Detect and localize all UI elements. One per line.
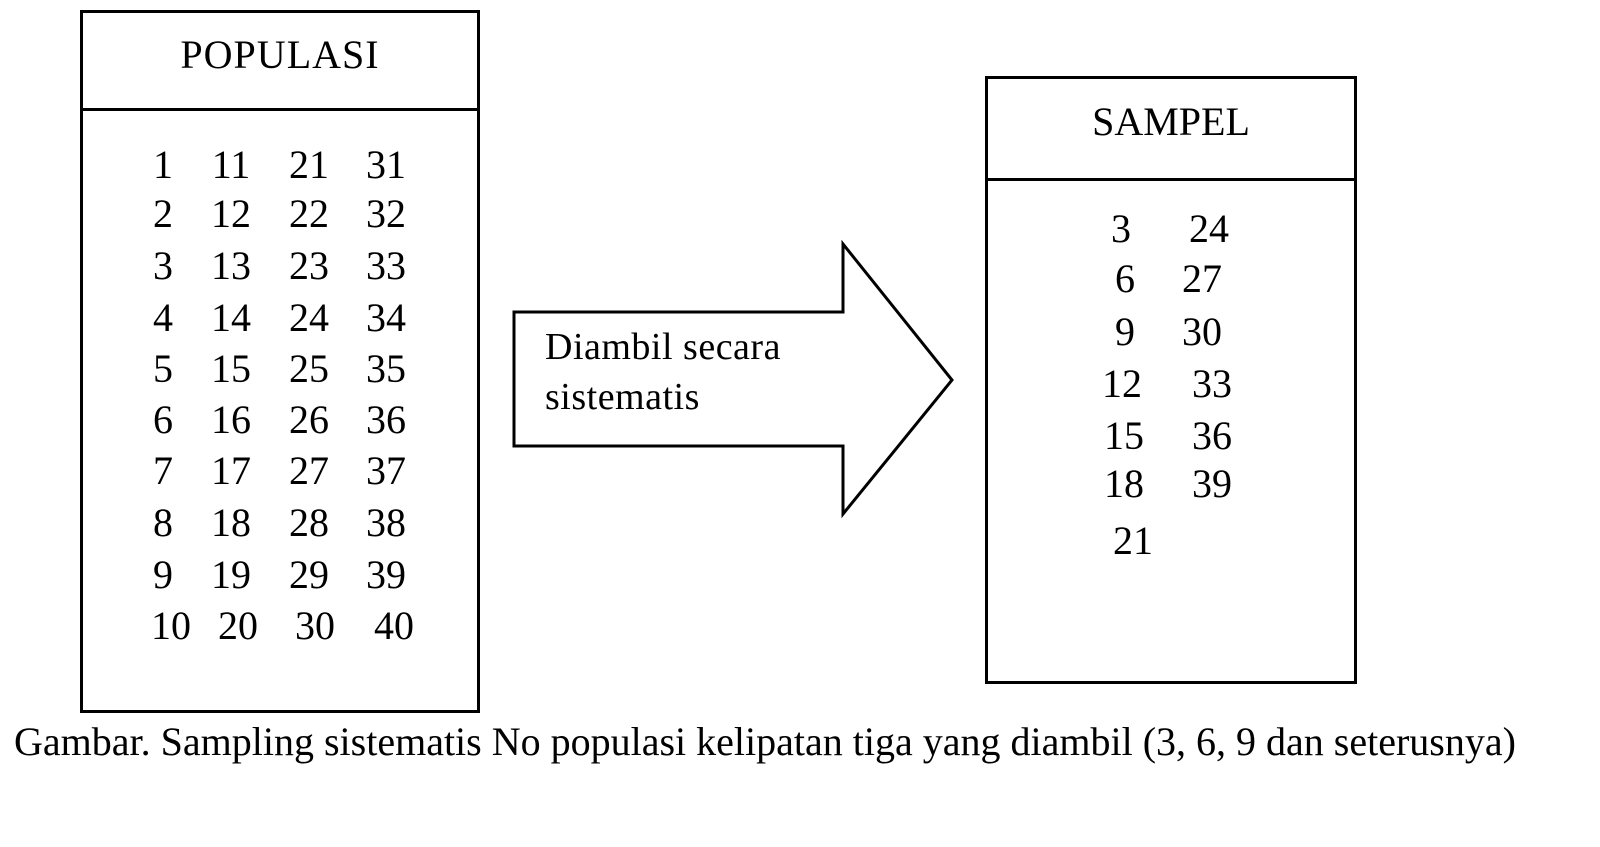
population-row xyxy=(83,396,477,444)
sample-number: 39 xyxy=(1192,461,1232,506)
population-number: 13 xyxy=(211,243,251,288)
population-number: 22 xyxy=(289,191,329,236)
population-number: 32 xyxy=(366,191,406,236)
population-row xyxy=(83,242,477,290)
sample-number: 6 xyxy=(1115,256,1135,301)
population-number: 2 xyxy=(153,191,173,236)
sample-number: 3 xyxy=(1111,206,1131,251)
population-number: 23 xyxy=(289,243,329,288)
population-number: 26 xyxy=(289,397,329,442)
population-number: 5 xyxy=(153,346,173,391)
population-number: 3 xyxy=(153,243,173,288)
population-number: 31 xyxy=(366,142,406,187)
population-number: 6 xyxy=(153,397,173,442)
population-row xyxy=(83,190,477,238)
population-row xyxy=(83,602,477,650)
sample-number: 30 xyxy=(1182,309,1222,354)
arrow-label-line2: sistematis xyxy=(545,376,700,418)
population-number: 38 xyxy=(366,500,406,545)
population-row xyxy=(83,499,477,547)
sample-title: SAMPEL xyxy=(988,79,1354,181)
population-number: 14 xyxy=(211,295,251,340)
sample-number: 18 xyxy=(1104,461,1144,506)
population-number: 39 xyxy=(366,552,406,597)
population-row xyxy=(83,294,477,342)
sample-number: 12 xyxy=(1102,361,1142,406)
population-number: 1 xyxy=(153,142,173,187)
population-number: 12 xyxy=(211,191,251,236)
population-number: 15 xyxy=(211,346,251,391)
population-number: 16 xyxy=(211,397,251,442)
sample-number: 36 xyxy=(1192,413,1232,458)
population-number: 8 xyxy=(153,500,173,545)
population-number: 10 xyxy=(151,603,191,648)
population-number: 25 xyxy=(289,346,329,391)
sample-number: 27 xyxy=(1182,256,1222,301)
population-number: 30 xyxy=(295,603,335,648)
arrow-label-line1: Diambil secara xyxy=(545,326,781,368)
sample-number: 21 xyxy=(1113,518,1153,563)
population-number: 34 xyxy=(366,295,406,340)
sample-box xyxy=(985,76,1357,684)
figure-caption: Gambar. Sampling sistematis No populasi kelipatan tiga yang diambil (3, 6, 9 dan seterusnya) xyxy=(14,719,1516,764)
population-number: 21 xyxy=(289,142,329,187)
population-row xyxy=(83,551,477,599)
population-number: 20 xyxy=(218,603,258,648)
population-number: 4 xyxy=(153,295,173,340)
population-title: POPULASI xyxy=(83,13,477,111)
population-number: 11 xyxy=(211,142,251,187)
population-row xyxy=(83,345,477,393)
population-number: 28 xyxy=(289,500,329,545)
population-number: 40 xyxy=(374,603,414,648)
population-number: 35 xyxy=(366,346,406,391)
population-number: 9 xyxy=(153,552,173,597)
population-number: 17 xyxy=(211,448,251,493)
population-number: 7 xyxy=(153,448,173,493)
sample-number: 15 xyxy=(1104,413,1144,458)
population-number: 18 xyxy=(211,500,251,545)
sample-number: 24 xyxy=(1189,206,1229,251)
population-number: 37 xyxy=(366,448,406,493)
population-row xyxy=(83,141,477,189)
population-number: 29 xyxy=(289,552,329,597)
population-number: 33 xyxy=(366,243,406,288)
sample-number: 33 xyxy=(1192,361,1232,406)
population-box xyxy=(80,10,480,713)
population-number: 36 xyxy=(366,397,406,442)
arrow-label xyxy=(545,322,781,422)
population-row xyxy=(83,447,477,495)
population-number: 19 xyxy=(211,552,251,597)
population-number: 27 xyxy=(289,448,329,493)
population-number: 24 xyxy=(289,295,329,340)
sample-number: 9 xyxy=(1115,309,1135,354)
